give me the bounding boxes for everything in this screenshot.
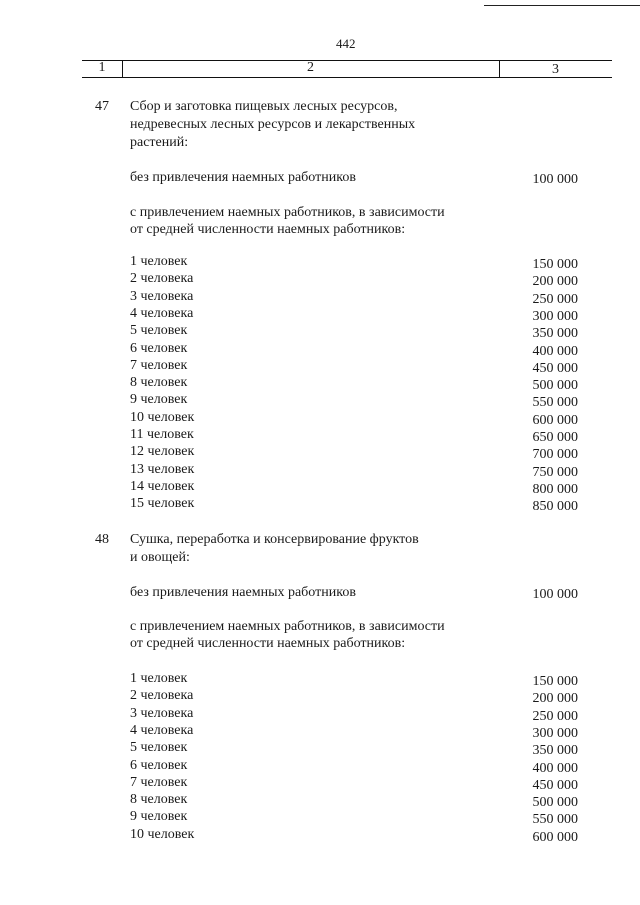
with-employees-line: с привлечением наемных работников, в зависимости (130, 619, 445, 634)
employee-count-label: 10 человек (130, 409, 195, 425)
employee-count-amount: 200 000 (532, 274, 578, 290)
with-employees-line: от средней численности наемных работников: (130, 222, 406, 237)
employee-count-amount: 350 000 (532, 326, 578, 342)
header-col-3: 3 (552, 62, 559, 77)
employee-count-amount: 800 000 (532, 481, 578, 497)
employee-count-amount: 300 000 (532, 725, 578, 741)
top-rule (484, 5, 640, 6)
employee-count-label: 13 человек (130, 461, 195, 477)
employee-count-label: 7 человек (130, 774, 188, 790)
section-title-line: Сушка, переработка и консервирование фруктов (130, 532, 419, 547)
employee-count-label: 5 человек (130, 740, 188, 756)
employee-count-amount: 550 000 (532, 812, 578, 828)
page-number: 442 (336, 36, 356, 51)
employee-count-amount: 250 000 (532, 708, 578, 724)
employee-count-amount: 150 000 (532, 674, 578, 689)
with-employees-line: с привлечением наемных работников, в зависимости (130, 205, 445, 220)
employee-count-amount: 550 000 (532, 395, 578, 411)
employee-count-amount: 500 000 (532, 378, 578, 394)
employee-count-label: 9 человек (130, 392, 188, 408)
employee-count-amount: 450 000 (532, 360, 578, 376)
employee-count-amount: 150 000 (532, 257, 578, 272)
employee-count-label: 6 человек (130, 757, 188, 773)
employee-count-label: 1 человек (130, 671, 188, 686)
without-employees-amount: 100 000 (532, 172, 578, 187)
employee-count-label: 15 человек (130, 496, 195, 512)
without-employees-label: без привлечения наемных работников (130, 170, 356, 185)
employee-count-label: 2 человека (130, 271, 194, 287)
section-title-line: и овощей: (130, 550, 190, 565)
employee-count-label: 11 человек (130, 427, 194, 442)
employee-count-label: 6 человек (130, 340, 188, 356)
section-title-line: недревесных лесных ресурсов и лекарственных (130, 117, 416, 132)
employee-count-amount: 400 000 (532, 760, 578, 776)
employee-count-label: 4 человека (130, 722, 194, 738)
employee-count-label: 3 человека (130, 705, 194, 721)
employee-count-label: 1 человек (130, 254, 188, 269)
employee-count-amount: 750 000 (532, 464, 578, 480)
employee-count-amount: 400 000 (532, 343, 578, 359)
with-employees-line: от средней численности наемных работников: (130, 636, 406, 651)
employee-count-amount: 650 000 (532, 430, 578, 445)
section-title-line: растений: (130, 135, 189, 150)
employee-count-amount: 350 000 (532, 743, 578, 759)
header-col-1: 1 (98, 60, 106, 75)
employee-count-amount: 600 000 (532, 829, 578, 845)
employee-count-label: 8 человек (130, 375, 188, 391)
employee-count-label: 2 человека (130, 688, 194, 704)
employee-count-amount: 850 000 (532, 499, 578, 515)
employee-count-label: 12 человек (130, 444, 195, 460)
without-employees-amount: 100 000 (532, 587, 578, 602)
employee-count-label: 5 человек (130, 323, 188, 339)
employee-count-amount: 600 000 (532, 412, 578, 428)
employee-count-label: 8 человек (130, 792, 188, 808)
employee-count-label: 4 человека (130, 305, 194, 321)
section-title-line: Сбор и заготовка пищевых лесных ресурсов, (130, 99, 398, 114)
without-employees-label: без привлечения наемных работников (130, 585, 356, 600)
employee-count-label: 9 человек (130, 809, 188, 825)
section-number: 47 (95, 99, 109, 114)
header-col-2: 2 (307, 60, 314, 75)
employee-count-amount: 450 000 (532, 777, 578, 793)
section-number: 48 (95, 532, 109, 547)
employee-count-label: 3 человека (130, 288, 194, 304)
employee-count-amount: 500 000 (532, 795, 578, 811)
employee-count-amount: 250 000 (532, 291, 578, 307)
employee-count-label: 10 человек (130, 826, 195, 842)
employee-count-label: 7 человек (130, 357, 188, 373)
employee-count-amount: 700 000 (532, 447, 578, 463)
employee-count-amount: 200 000 (532, 691, 578, 707)
employee-count-amount: 300 000 (532, 308, 578, 324)
employee-count-label: 14 человек (130, 478, 195, 494)
